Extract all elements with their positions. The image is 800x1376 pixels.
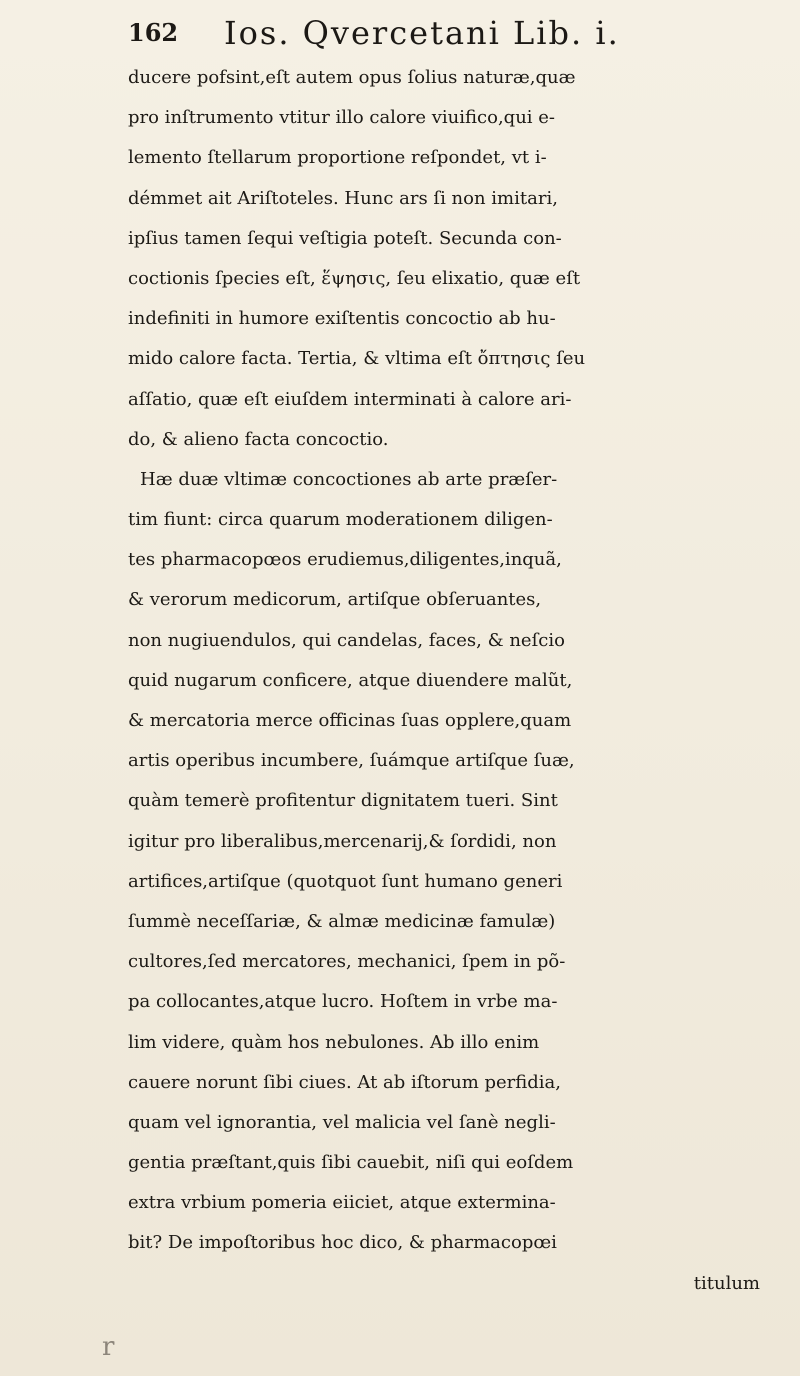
text-line: non nugiuendulos, qui candelas, faces, & neſcio bbox=[128, 629, 565, 651]
text-line: & verorum medicorum, artiſque obſeruantes, bbox=[128, 589, 542, 611]
text-line: tes pharmacopœos erudiemus,diligentes,inquã, bbox=[128, 549, 562, 571]
text-line: quid nugarum conficere, atque diuendere malũt, bbox=[128, 669, 573, 691]
text-line: artifices,artiſque (quotquot ſunt humano generi bbox=[128, 870, 563, 892]
text-line: gentia præſtant,quis ſibi cauebit, niſi qui eoſdem bbox=[128, 1152, 574, 1174]
text-line: indefiniti in humore exiſtentis concoctio ab hu- bbox=[128, 308, 556, 330]
text-line: bit? De impoſtoribus hoc dico, & pharmacopœi bbox=[128, 1232, 557, 1254]
page-number: 162 bbox=[128, 18, 179, 47]
paragraph-start-line: Hæ duæ vltimæ concoctiones ab arte præſer- bbox=[140, 468, 558, 490]
text-line: lim videre, quàm hos nebulones. Ab illo enim bbox=[128, 1031, 540, 1053]
text-line: quàm temerè profitentur dignitatem tueri. Sint bbox=[128, 790, 558, 812]
page-header bbox=[128, 14, 688, 54]
catchword: titulum bbox=[693, 1272, 760, 1294]
text-line: aſſatio, quæ eſt eiuſdem interminati à calore ari- bbox=[128, 388, 572, 410]
text-line: quam vel ignorantia, vel malicia vel ſanè negli- bbox=[128, 1111, 556, 1133]
text-line: artis operibus incumbere, ſuámque artiſque ſuæ, bbox=[128, 750, 575, 772]
text-line: mido calore facta. Tertia, & vltima eſt ὄπτησις ſeu bbox=[128, 348, 586, 370]
text-line: cauere norunt ſibi ciues. At ab iſtorum perfidia, bbox=[128, 1071, 562, 1093]
running-head: Ios. Qvercetani Lib. i. bbox=[224, 14, 620, 52]
text-line: ducere pofsint,eſt autem opus ſolius naturæ,quæ bbox=[128, 67, 576, 88]
text-line: lemento ſtellarum proportione reſpondet, vt i- bbox=[128, 147, 547, 169]
body-text bbox=[128, 58, 768, 1304]
text-line: extra vrbium pomeria eiiciet, atque extermina- bbox=[128, 1192, 556, 1214]
text-line: tim fiunt: circa quarum moderationem diligen- bbox=[128, 509, 553, 531]
text-line: ipſius tamen ſequi veſtigia poteſt. Secunda con- bbox=[128, 227, 562, 249]
text-line: do, & alieno facta concoctio. bbox=[128, 428, 389, 450]
text-line: cultores,ſed mercatores, mechanici, ſpem in põ- bbox=[128, 951, 566, 973]
text-line: ſummè neceſſariæ, & almæ medicinæ famulæ) bbox=[128, 910, 556, 932]
text-line: pa collocantes,atque lucro. Hoſtem in vrbe ma- bbox=[128, 991, 558, 1013]
text-line: & mercatoria merce officinas ſuas opplere,quam bbox=[128, 710, 572, 731]
text-line: démmet ait Ariſtoteles. Hunc ars ſi non imitari, bbox=[128, 187, 558, 209]
margin-mark: r bbox=[102, 1332, 115, 1362]
text-line: igitur pro liberalibus,mercenarij,& ſordidi, non bbox=[128, 830, 557, 852]
text-line: coctionis ſpecies eſt, ἕψησις, ſeu elixatio, quæ eſt bbox=[128, 267, 581, 289]
text-line: pro inſtrumento vtitur illo calore viuifico,qui e- bbox=[128, 107, 556, 129]
